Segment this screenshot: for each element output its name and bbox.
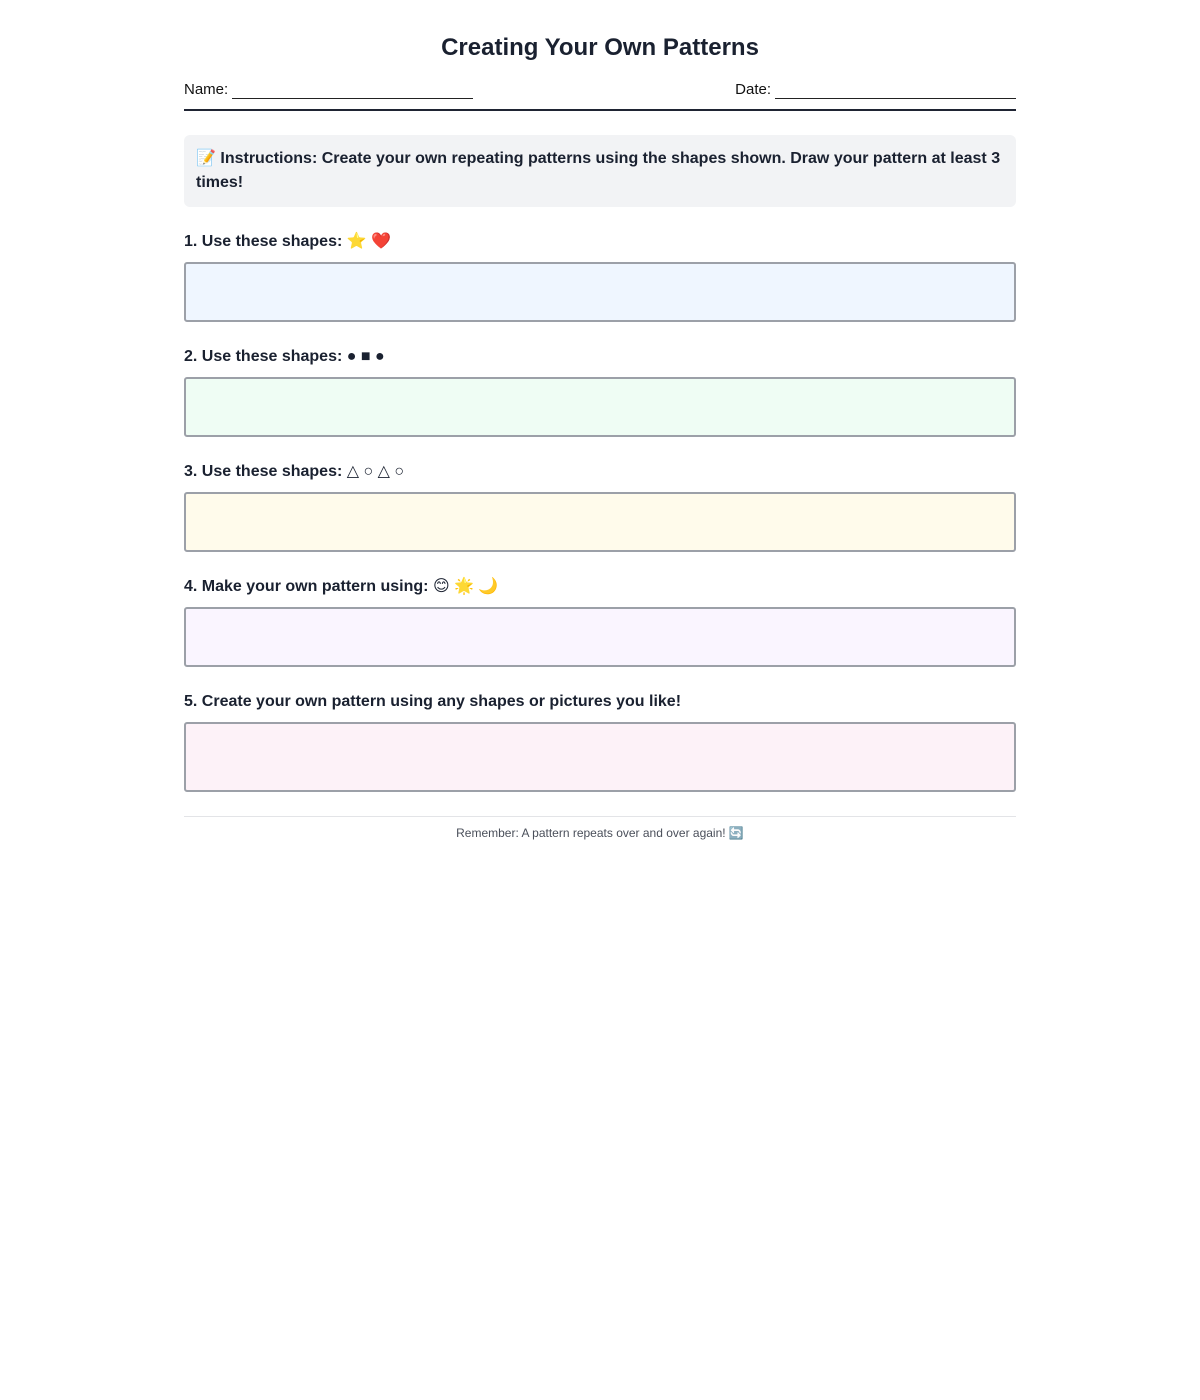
instructions-box [184, 135, 1016, 207]
question-shapes: 😊 🌟 🌙 [432, 578, 499, 595]
question-text: 2. Use these shapes: [184, 348, 343, 365]
answer-box-4[interactable] [184, 607, 1016, 667]
question-text: 5. Create your own pattern using any shapes or pictures you like! [184, 693, 682, 710]
question-text: 3. Use these shapes: [184, 463, 343, 480]
answer-box-5[interactable] [184, 722, 1016, 792]
question-label [184, 576, 1016, 598]
worksheet-title: Creating Your Own Patterns [441, 34, 759, 61]
question-label [184, 346, 1016, 368]
question-5 [184, 691, 1016, 792]
question-text: 1. Use these shapes: [184, 233, 343, 250]
question-1 [184, 231, 1016, 322]
name-field [184, 81, 473, 99]
answer-box-3[interactable] [184, 492, 1016, 552]
question-label [184, 691, 1016, 713]
question-shapes: ⭐ ❤️ [346, 233, 392, 250]
question-2 [184, 346, 1016, 437]
instructions-text: Instructions: Create your own repeating patterns using the shapes shown. Draw your pattern at least 3 times! [196, 150, 1001, 191]
student-info-row [184, 79, 1016, 111]
name-label: Name: [184, 81, 229, 98]
question-label [184, 461, 1016, 483]
question-shapes: △ ○ △ ○ [346, 463, 405, 480]
name-blank-line[interactable] [232, 82, 473, 99]
question-label [184, 231, 1016, 253]
question-shapes: ● ■ ● [346, 348, 385, 365]
answer-box-1[interactable] [184, 262, 1016, 322]
question-4 [184, 576, 1016, 667]
answer-box-2[interactable] [184, 377, 1016, 437]
question-text: 4. Make your own pattern using: [184, 578, 429, 595]
memo-icon: 📝 [196, 150, 216, 167]
date-label: Date: [735, 81, 771, 98]
question-3 [184, 461, 1016, 552]
footer-reminder: Remember: A pattern repeats over and over again! 🔄 [184, 816, 1016, 840]
worksheet [184, 0, 1016, 840]
date-field [735, 81, 1016, 99]
date-blank-line[interactable] [775, 82, 1016, 99]
